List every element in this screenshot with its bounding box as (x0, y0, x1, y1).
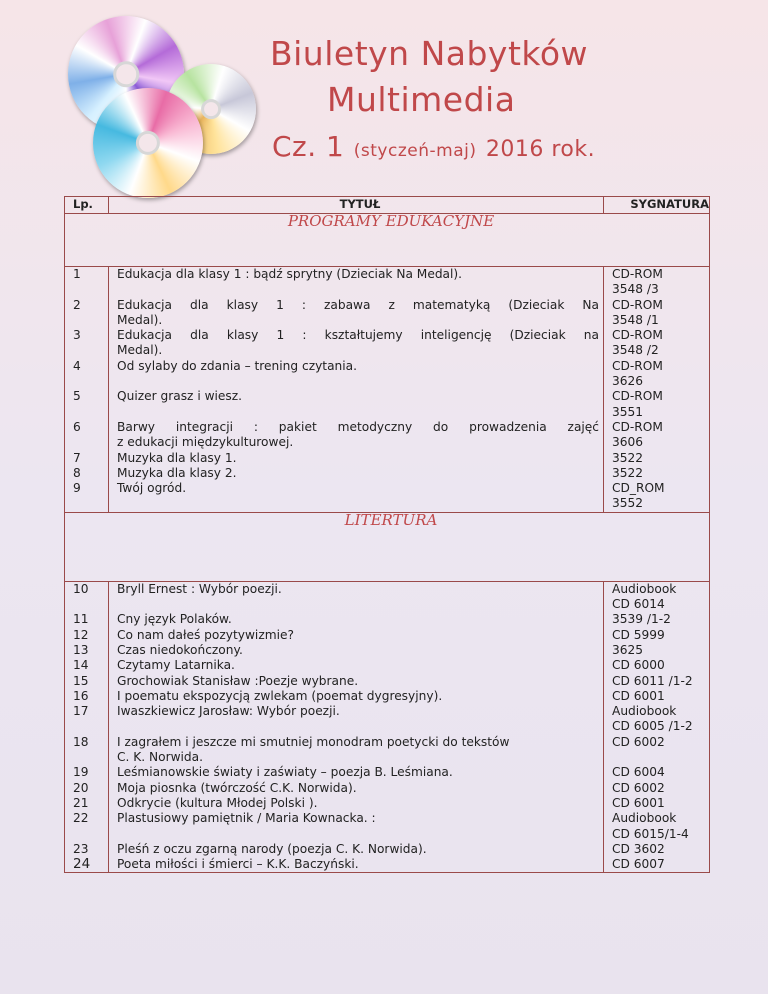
list-item: Twój ogród. (117, 481, 187, 496)
list-item: Iwaszkiewicz Jarosław: Wybór poezji. (117, 704, 340, 719)
section-rows (65, 267, 710, 513)
list-item: Moja piosnka (twórczość C.K. Norwida). (117, 780, 357, 795)
list-item: Bryll Ernest : Wybór poezji. (117, 581, 282, 596)
header (0, 0, 768, 190)
list-item: Od sylaby do zdania – trening czytania. (117, 358, 358, 373)
list-item: Czytamy Latarnika. (117, 658, 235, 673)
title-column (109, 581, 604, 873)
acquisitions-table (64, 196, 710, 873)
list-item: Grochowiak Stanisław :Poezje wybrane. (117, 673, 359, 688)
list-item: Barwy integracji : pakiet metodyczny do prowadzenia zajęć (117, 419, 599, 434)
page-title: Biuletyn Nabytków (270, 34, 589, 73)
signature-column: CD-ROM 3548 /3 CD-ROM 3548 /1 CD-ROM 3548 /2 CD-ROM 3626 CD-ROM 3551 CD-ROM 3606 3522 3522 CD_ROM 3552 (604, 267, 710, 513)
list-item: Plastusiowy pamiętnik / Maria Kownacka. : (117, 811, 376, 826)
issue-line: Cz. 1 (styczeń-maj) 2016 rok. (272, 130, 596, 163)
list-item: I zagrałem i jeszcze mi smutniej monodram poetycki do tekstów (117, 734, 510, 749)
number-column: 10 11 12 13 14 15 16 17 18 19 20 21 22 23 24 (65, 581, 109, 873)
list-item: Muzyka dla klasy 1. (117, 450, 237, 465)
column-header-title: TYTUŁ (109, 197, 604, 214)
list-item: Medal). (117, 343, 163, 358)
number-column: 1 2 3 4 5 6 7 8 9 (65, 267, 109, 513)
list-item: Medal). (117, 312, 163, 327)
section-rows (65, 581, 710, 873)
list-item: I poematu ekspozycją zwlekam (poemat dygresyjny). (117, 688, 443, 703)
list-item: z edukacji międzykulturowej. (117, 435, 294, 450)
column-header-signature: SYGNATURA (604, 197, 710, 214)
list-item: Edukacja dla klasy 1 : zabawa z matematyką (Dzieciak Na (117, 297, 599, 312)
list-item: C. K. Norwida. (117, 750, 204, 765)
page-subtitle: Multimedia (327, 80, 516, 119)
list-item: Quizer grasz i wiesz. (117, 389, 243, 404)
list-item: Muzyka dla klasy 2. (117, 465, 237, 480)
list-item: Leśmianowskie światy i zaświaty – poezja B. Leśmiana. (117, 765, 453, 780)
column-header-lp: Lp. (65, 197, 109, 214)
section-heading: PROGRAMY EDUKACYJNE (65, 214, 710, 267)
table-header (65, 197, 710, 214)
list-item: Czas niedokończony. (117, 642, 243, 657)
cd-disc-image (93, 88, 203, 198)
list-item: Pleśń z oczu zgarną narody (poezja C. K. Norwida). (117, 841, 427, 856)
list-item: Cny język Polaków. (117, 612, 232, 627)
list-item: Odkrycie (kultura Młodej Polski ). (117, 795, 318, 810)
list-item: Poeta miłości i śmierci – K.K. Baczyński. (117, 857, 359, 872)
section-heading: LITERTURA (65, 512, 710, 581)
signature-column: Audiobook CD 6014 3539 /1-2 CD 5999 3625 CD 6000 CD 6011 /1-2 CD 6001 Audiobook CD 6005 /1-2 CD 6002 CD 6004 CD 6002 CD 6001 Audiobook CD 6015/1-4 CD 3602 CD 6007 (604, 581, 710, 873)
section-heading-row (65, 512, 710, 581)
title-column (109, 267, 604, 513)
list-item: Edukacja dla klasy 1 : kształtujemy inteligencję (Dzieciak na (117, 328, 599, 343)
list-item: Co nam dałeś pozytywizmie? (117, 627, 294, 642)
list-item: Edukacja dla klasy 1 : bądź sprytny (Dzieciak Na Medal). (117, 267, 463, 281)
section-heading-row (65, 214, 710, 267)
